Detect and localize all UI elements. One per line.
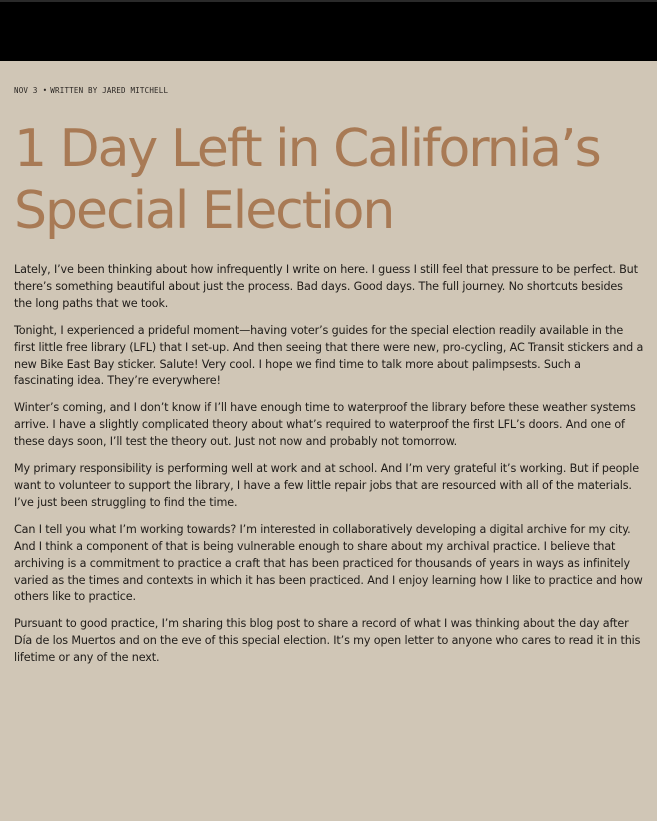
meta-separator: •: [42, 86, 48, 95]
post-paragraph: Lately, I’ve been thinking about how infrequently I write on here. I guess I still feel that pressure to be perfect. But there’s something beautiful about just the process. Bad days. Good days. The full journey. No shortcuts besides the long paths that we took.: [14, 263, 638, 310]
post-paragraph: My primary responsibility is performing well at work and at school. And I’m very grateful it’s working. But if people want to volunteer to support the library, I have a few little repair jobs that are resourced with all of the materials. I’ve just been struggling to find the time.: [14, 462, 639, 509]
post-meta: [14, 86, 168, 95]
post-paragraph: Winter’s coming, and I don’t know if I’ll have enough time to waterproof the library before these weather systems arrive. I have a slightly complicated theory about what’s required to waterproof the first LFL’s doors. And one of these days soon, I’ll test the theory out. Just not now and probably not tomorrow.: [14, 401, 636, 449]
post-title: 1 Day Left in California’s Special Election: [14, 119, 600, 241]
post-date: NOV 3: [14, 86, 38, 95]
post-byline: WRITTEN BY JARED MITCHELL: [50, 86, 169, 95]
top-bar-edge: [0, 0, 657, 2]
post-paragraph: Tonight, I experienced a prideful moment—having voter’s guides for the special election readily available in the first little free library (LFL) that I set-up. And then seeing that there were new, pro-cycling, AC Transit stickers and a new Bike East Bay sticker. Salute! Very cool. I hope we find time to talk more about palimpsests. Such a fascinating idea. They’re everywhere!: [14, 323, 644, 388]
post-paragraph: Pursuant to good practice, I’m sharing this blog post to share a record of what I was thinking about the day after Día de los Muertos and on the eve of this special election. It’s my open letter to anyone who cares to read it in this lifetime or any of the next.: [14, 617, 641, 665]
top-bar: [0, 0, 657, 61]
post-paragraph: Can I tell you what I’m working towards? I’m interested in collaboratively developing a digital archive for my city. And I think a component of that is being vulnerable enough to share about my archival practice. I believe that archiving is a commitment to practice a craft that has been practiced for thousands of years in ways as infinitely varied as the times and contexts in which it has been practiced. And I enjoy learning how I like to practice and how others like to practice.: [14, 522, 643, 604]
post-body: [14, 262, 644, 677]
